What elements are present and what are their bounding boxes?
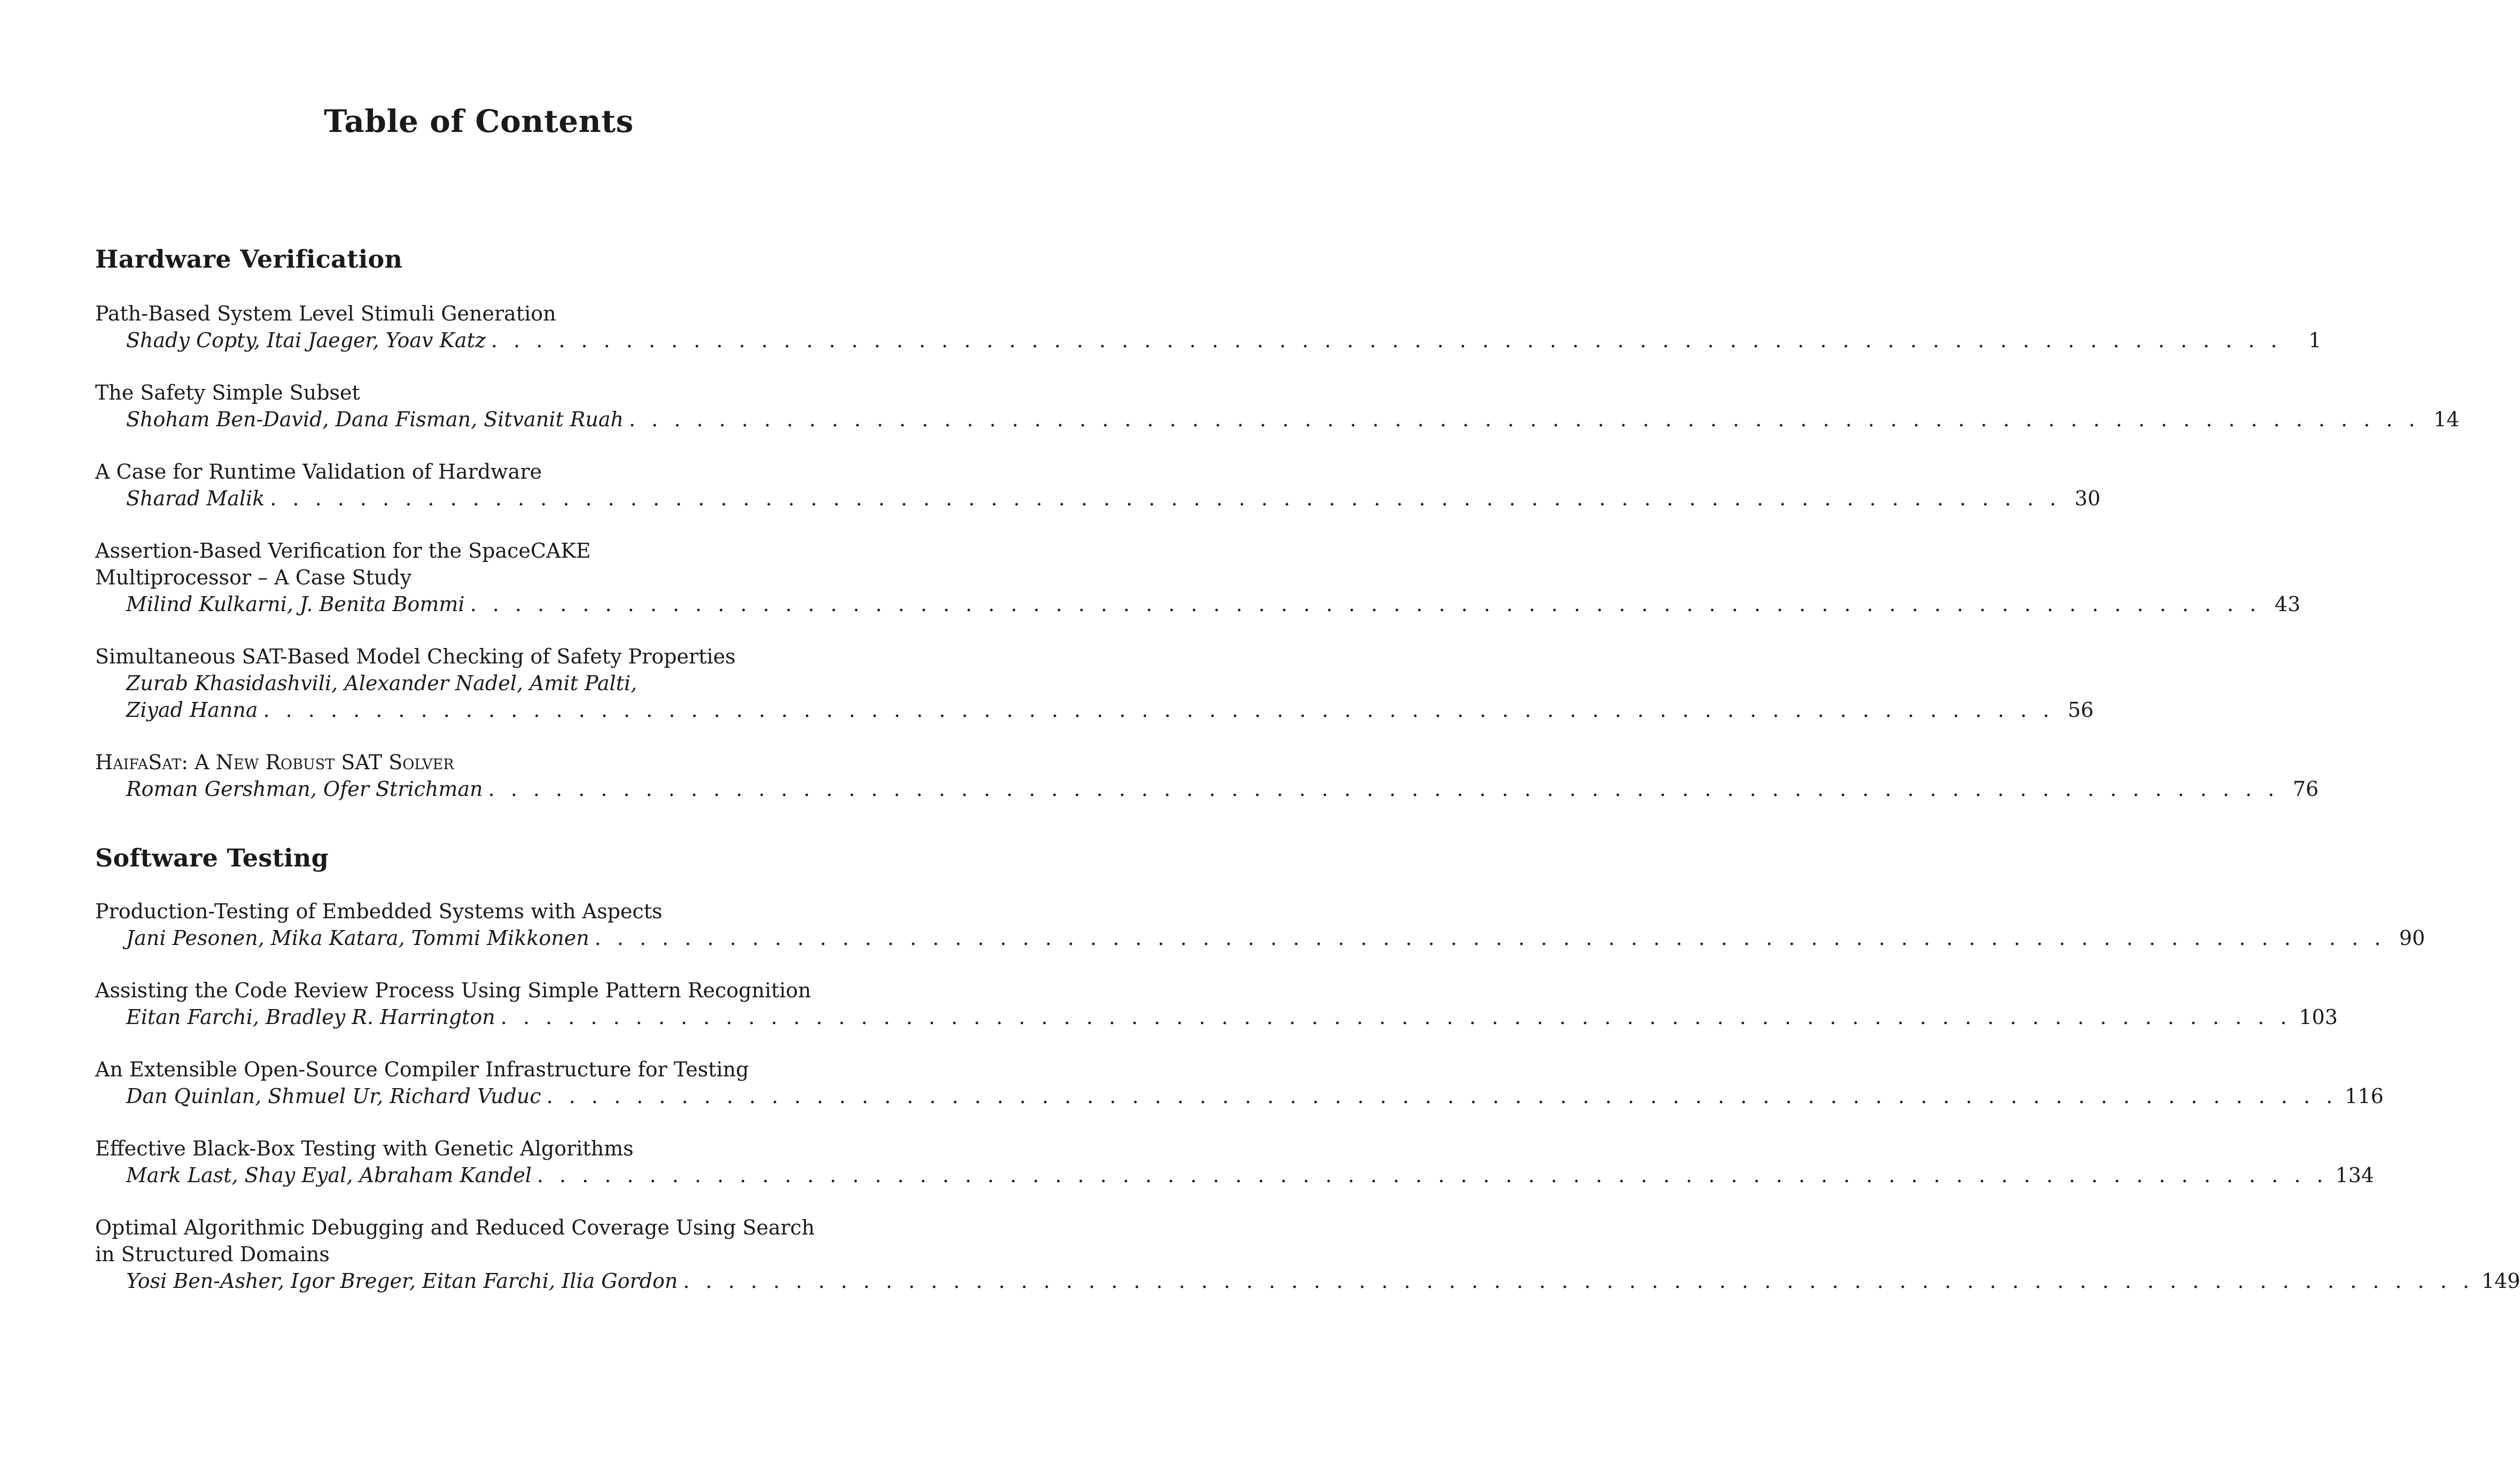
entry-authors: Sharad Malik: [126, 487, 265, 510]
page-number[interactable]: 103: [2299, 1005, 2338, 1029]
dot-leader: . . . . . . . . . . . . . . . . . . . . . . . . . . . . . . . . . . . . . . . . . . . . . . . . . . . . . . . . . . . . . . . . . . . . . . . . . . . . . . . .: [270, 487, 2061, 510]
entry-authors: Eitan Farchi, Bradley R. Harrington: [126, 1005, 495, 1029]
dot-leader: . . . . . . . . . . . . . . . . . . . . . . . . . . . . . . . . . . . . . . . . . . . . . . . . . . . . . . . . . . . . . . . . . . . . . . . . . . . . . . . .: [500, 1005, 2292, 1029]
entry-title[interactable]: A Case for Runtime Validation of Hardware: [95, 460, 542, 483]
toc-entry[interactable]: [95, 537, 2301, 618]
dot-leader: . . . . . . . . . . . . . . . . . . . . . . . . . . . . . . . . . . . . . . . . . . . . . . . . . . . . . . . . . . . . . . . . . . . . . . . . . . . . . . . .: [683, 1269, 2474, 1293]
dot-leader: . . . . . . . . . . . . . . . . . . . . . . . . . . . . . . . . . . . . . . . . . . . . . . . . . . . . . . . . . . . . . . . . . . . . . . . . . . . . . . . .: [470, 592, 2261, 616]
entry-title[interactable]: Assisting the Code Review Process Using Simple Pattern Recognition: [95, 979, 811, 1002]
author-row: [95, 1162, 2374, 1189]
author-row: [95, 776, 2319, 802]
author-row: [95, 697, 2094, 723]
entry-authors: Ziyad Hanna: [126, 698, 258, 722]
entry-title[interactable]: Production-Testing of Embedded Systems with Aspects: [95, 900, 663, 923]
page-number[interactable]: 149: [2481, 1269, 2520, 1293]
entry-authors: Mark Last, Shay Eyal, Abraham Kandel: [126, 1163, 532, 1187]
dot-leader: . . . . . . . . . . . . . . . . . . . . . . . . . . . . . . . . . . . . . . . . . . . . . . . . . . . . . . . . . . . . . . . . . . . . . . . . . . . . . . . .: [594, 926, 2386, 950]
page-number[interactable]: 1: [2308, 329, 2322, 352]
toc-entry[interactable]: [95, 977, 2338, 1030]
entry-title[interactable]: The Safety Simple Subset: [95, 381, 360, 404]
entry-authors: Milind Kulkarni, J. Benita Bommi: [126, 592, 465, 616]
page-number[interactable]: 134: [2335, 1163, 2374, 1187]
toc-entry[interactable]: [95, 458, 2101, 512]
author-row: [95, 1004, 2338, 1030]
entry-authors: Dan Quinlan, Shmuel Ur, Richard Vuduc: [126, 1084, 541, 1108]
entry-title[interactable]: Effective Black-Box Testing with Genetic Algorithms: [95, 1137, 634, 1160]
page-number[interactable]: 30: [2074, 487, 2101, 510]
entry-title-smallcaps: HaifaSat: A New Robust SAT Solver: [95, 751, 454, 774]
toc-entry[interactable]: [95, 379, 2460, 433]
dot-leader: . . . . . . . . . . . . . . . . . . . . . . . . . . . . . . . . . . . . . . . . . . . . . . . . . . . . . . . . . . . . . . . . . . . . . . . . . . . . . . . .: [491, 329, 2282, 352]
entry-authors: Shoham Ben-David, Dana Fisman, Sitvanit Ruah: [126, 408, 624, 431]
page-number[interactable]: 56: [2067, 698, 2094, 722]
page-title: Table of Contents: [324, 103, 634, 139]
entry-authors: Shady Copty, Itai Jaeger, Yoav Katz: [126, 329, 486, 352]
toc-entry[interactable]: [95, 898, 2425, 951]
toc-entry[interactable]: [95, 1056, 2384, 1109]
section-heading-hardware-verification: Hardware Verification: [95, 245, 403, 274]
author-row: [95, 591, 2301, 618]
toc-entry[interactable]: [95, 749, 2319, 802]
entry-authors: Yosi Ben-Asher, Igor Breger, Eitan Farchi, Ilia Gordon: [126, 1269, 678, 1293]
entry-title[interactable]: Assertion-Based Verification for the SpaceCAKE: [95, 539, 591, 562]
toc-entry[interactable]: [95, 1135, 2374, 1189]
entry-title[interactable]: Optimal Algorithmic Debugging and Reduced Coverage Using Search: [95, 1216, 815, 1239]
author-row: [95, 485, 2101, 512]
entry-authors: Jani Pesonen, Mika Katara, Tommi Mikkonen: [126, 926, 589, 950]
dot-leader: . . . . . . . . . . . . . . . . . . . . . . . . . . . . . . . . . . . . . . . . . . . . . . . . . . . . . . . . . . . . . . . . . . . . . . . . . . . . . . . .: [546, 1084, 2338, 1108]
entry-title-continuation[interactable]: in Structured Domains: [95, 1243, 330, 1266]
page-number[interactable]: 116: [2345, 1084, 2384, 1108]
entry-title[interactable]: [95, 749, 863, 776]
dot-leader: . . . . . . . . . . . . . . . . . . . . . . . . . . . . . . . . . . . . . . . . . . . . . . . . . . . . . . . . . . . . . . . . . . . . . . . . . . . . . . . .: [488, 777, 2280, 801]
dot-leader: . . . . . . . . . . . . . . . . . . . . . . . . . . . . . . . . . . . . . . . . . . . . . . . . . . . . . . . . . . . . . . . . . . . . . . . . . . . . . . . .: [263, 698, 2055, 722]
page-number[interactable]: 14: [2433, 408, 2460, 431]
entry-title[interactable]: An Extensible Open-Source Compiler Infrastructure for Testing: [95, 1058, 749, 1081]
entry-title-continuation[interactable]: Multiprocessor – A Case Study: [95, 566, 412, 589]
page-number[interactable]: 76: [2292, 777, 2319, 801]
toc-section-software-testing: [95, 898, 2520, 1320]
page-number[interactable]: 43: [2274, 592, 2301, 616]
entry-authors: Roman Gershman, Ofer Strichman: [126, 777, 483, 801]
author-row: [95, 925, 2425, 951]
entry-title[interactable]: Simultaneous SAT-Based Model Checking of Safety Properties: [95, 645, 736, 668]
section-heading-software-testing: Software Testing: [95, 843, 329, 872]
entry-title[interactable]: Path-Based System Level Stimuli Generation: [95, 302, 556, 325]
author-row: [95, 327, 2322, 354]
toc-entry[interactable]: [95, 643, 2094, 723]
dot-leader: . . . . . . . . . . . . . . . . . . . . . . . . . . . . . . . . . . . . . . . . . . . . . . . . . . . . . . . . . . . . . . . . . . . . . . . . . . . . . . . .: [629, 408, 2420, 431]
page-number[interactable]: 90: [2399, 926, 2425, 950]
entry-authors-continuation: Zurab Khasidashvili, Alexander Nadel, Amit Palti,: [126, 671, 637, 695]
author-row: [95, 406, 2460, 433]
toc-section-hardware-verification: [95, 300, 2460, 828]
author-row: [95, 1268, 2520, 1294]
author-row: [95, 1083, 2384, 1109]
toc-entry[interactable]: [95, 1214, 2520, 1294]
dot-leader: . . . . . . . . . . . . . . . . . . . . . . . . . . . . . . . . . . . . . . . . . . . . . . . . . . . . . . . . . . . . . . . . . . . . . . . . . . . . . . . .: [536, 1163, 2328, 1187]
toc-entry[interactable]: [95, 300, 2322, 354]
